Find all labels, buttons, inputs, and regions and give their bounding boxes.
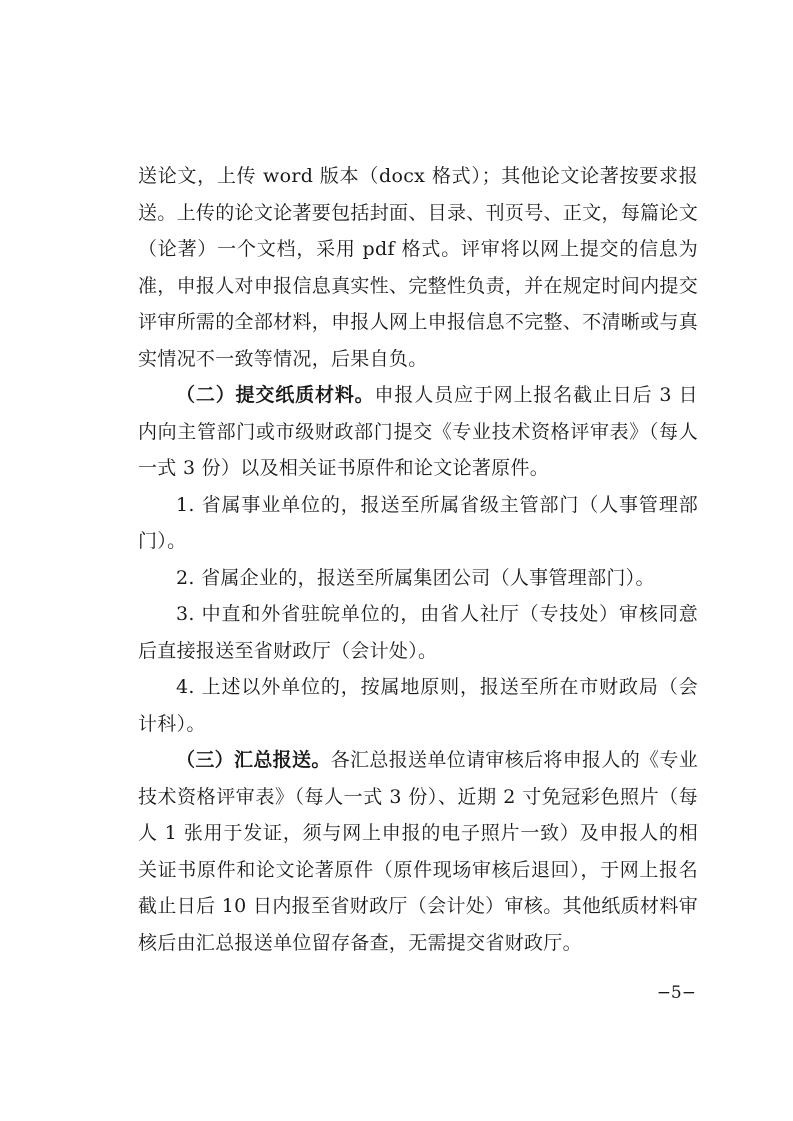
section-body-paper-materials: 申报人员应于网上报名截止日后 3 日内向主管部门或市级财政部门提交《专业技术资格评审表》（每人一式 3 份）以及相关证书原件和论文论著原件。	[138, 384, 698, 479]
list-item-other-units: 4. 上述以外单位的，按属地原则，报送至所在市财政局（会计科）。	[138, 676, 698, 735]
page-number: −5−	[656, 983, 696, 1003]
section-heading-paper-materials: （二）提交纸质材料。	[176, 384, 375, 406]
section-body-summary-submission: 各汇总报送单位请审核后将申报人的《专业技术资格评审表》（每人一式 3 份）、近期 2 寸免冠彩色照片（每人 1 张用于发证，须与网上申报的电子照片一致）及申报人的相关证书原件和论文论著原件（原件现场审核后退回），于网上报名截止日后 10 日内报至省财政厅（会计处）审核。其他纸质材料审核后由汇总报送单位留存备查，无需提交省财政厅。	[138, 749, 699, 954]
document-body	[138, 158, 698, 961]
section-heading-summary-submission: （三）汇总报送。	[176, 749, 331, 771]
list-item-provincial-enterprises: 2. 省属企业的，报送至所属集团公司（人事管理部门）。	[176, 566, 655, 589]
paragraph-summary-submission	[138, 742, 698, 961]
list-item-central-units: 3. 中直和外省驻皖单位的，由省人社厅（专技处）审核同意后直接报送至省财政厅（会计处）。	[138, 603, 698, 662]
paragraph-paper-materials	[138, 377, 698, 487]
list-item-provincial-institutions: 1. 省属事业单位的，报送至所属省级主管部门（人事管理部门）。	[138, 493, 698, 552]
paragraph-submission-continued: 送论文，上传 word 版本（docx 格式）；其他论文论著按要求报送。上传的论文论著要包括封面、目录、刊页号、正文，每篇论文（论著）一个文档，采用 pdf 格式。评审将以网上提交的信息为准，申报人对申报信息真实性、完整性负责，并在规定时间内提交评审所需的全部材料，申报人网上申报信息不完整、不清晰或与真实情况不一致等情况，后果自负。	[138, 165, 698, 370]
